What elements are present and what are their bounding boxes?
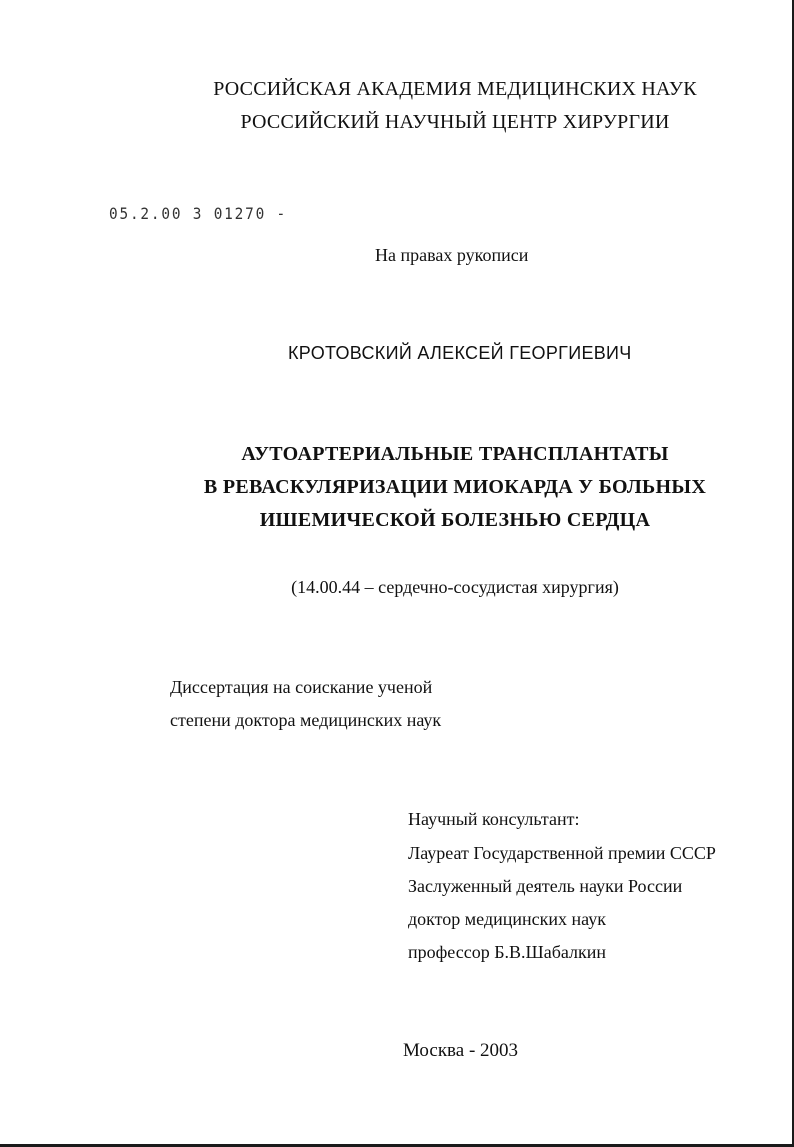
author-name: КРОТОВСКИЙ АЛЕКСЕЙ ГЕОРГИЕВИЧ (288, 343, 632, 363)
manuscript-rights-note: На правах рукописи (375, 245, 529, 265)
consultant-line-3: доктор медицинских наук (408, 909, 606, 929)
title-line-3: ИШЕМИЧЕСКОЙ БОЛЕЗНЬЮ СЕРДЦА (259, 509, 651, 531)
organization-line-1: РОССИЙСКАЯ АКАДЕМИЯ МЕДИЦИНСКИХ НАУК (213, 78, 697, 100)
title-line-2: В РЕВАСКУЛЯРИЗАЦИИ МИОКАРДА У БОЛЬНЫХ (203, 476, 707, 498)
dissertation-line-1: Диссертация на соискание ученой (170, 677, 433, 697)
consultant-label: Научный консультант: (408, 809, 580, 829)
organization-line-2: РОССИЙСКИЙ НАУЧНЫЙ ЦЕНТР ХИРУРГИИ (240, 111, 670, 133)
consultant-line-4: профессор Б.В.Шабалкин (408, 942, 606, 962)
consultant-line-2: Заслуженный деятель науки России (408, 876, 683, 896)
stamp-number: 05.2.00 3 01270 - (109, 204, 287, 223)
specialty-code: (14.00.44 – сердечно-сосудистая хирургия) (291, 577, 619, 597)
title-line-1: АУТОАРТЕРИАЛЬНЫЕ ТРАНСПЛАНТАТЫ (241, 443, 669, 465)
city-year: Москва - 2003 (403, 1040, 519, 1061)
dissertation-line-2: степени доктора медицинских наук (170, 710, 442, 730)
consultant-line-1: Лауреат Государственной премии СССР (408, 843, 716, 863)
